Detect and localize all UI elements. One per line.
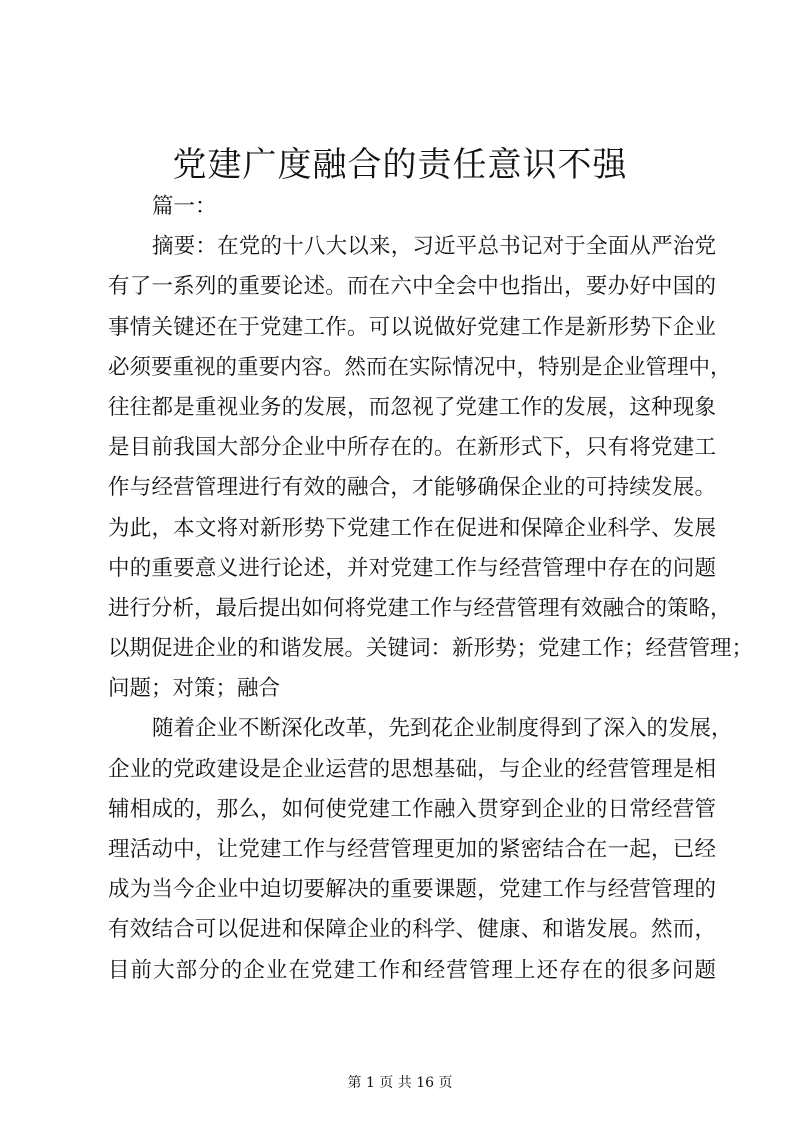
- text-line: 往往都是重视业务的发展，而忽视了党建工作的发展，这种现象: [108, 394, 716, 420]
- text-line: 随着企业不断深化改革，先到花企业制度得到了深入的发展，: [152, 716, 733, 742]
- text-line: 理活动中，让党建工作与经营管理更加的紧密结合在一起，已经: [108, 837, 716, 862]
- text-line: 有效结合可以促进和保障企业的科学、健康、和谐发展。然而，: [108, 917, 716, 943]
- text-line: 是目前我国大部分企业中所存在的。在新形式下，只有将党建工: [108, 435, 716, 461]
- document-body: [108, 187, 754, 991]
- text-line: 作与经营管理进行有效的融合，才能够确保企业的可持续发展。: [108, 475, 716, 501]
- text-line: 有了一系列的重要论述。而在六中全会中也指出，要办好中国的: [108, 274, 716, 300]
- text-line: 目前大部分的企业在党建工作和经营管理上还存在的很多问题: [108, 957, 716, 983]
- text-line: 企业的党政建设是企业运营的思想基础，与企业的经营管理是相: [108, 756, 716, 782]
- document-title: 党建广度融合的责任意识不强: [172, 145, 628, 185]
- text-line: 成为当今企业中迫切要解决的重要课题，党建工作与经营管理的: [108, 877, 716, 903]
- text-line: 辅相成的，那么，如何使党建工作融入贯穿到企业的日常经营管: [108, 796, 716, 822]
- text-line: 必须要重视的重要内容。然而在实际情况中，特别是企业管理中，: [108, 354, 732, 380]
- text-line: 篇一：: [152, 194, 217, 219]
- text-line: 事情关键还在于党建工作。可以说做好党建工作是新形势下企业: [108, 314, 716, 340]
- page-number: 第 1 页 共 16 页: [347, 1075, 453, 1091]
- text-line: 中的重要意义进行论述，并对党建工作与经营管理中存在的问题: [108, 555, 716, 581]
- text-line: 摘要：在党的十八大以来，习近平总书记对于全面从严治党: [152, 234, 716, 260]
- text-line: 以期促进企业的和谐发展。关键词：新形势；党建工作；经营管理；: [108, 636, 754, 662]
- text-line: 进行分析，最后提出如何将党建工作与经营管理有效融合的策略，: [108, 595, 732, 621]
- text-line: 问题；对策；融合: [108, 676, 281, 702]
- text-line: 为此，本文将对新形势下党建工作在促进和保障企业科学、发展: [108, 515, 716, 541]
